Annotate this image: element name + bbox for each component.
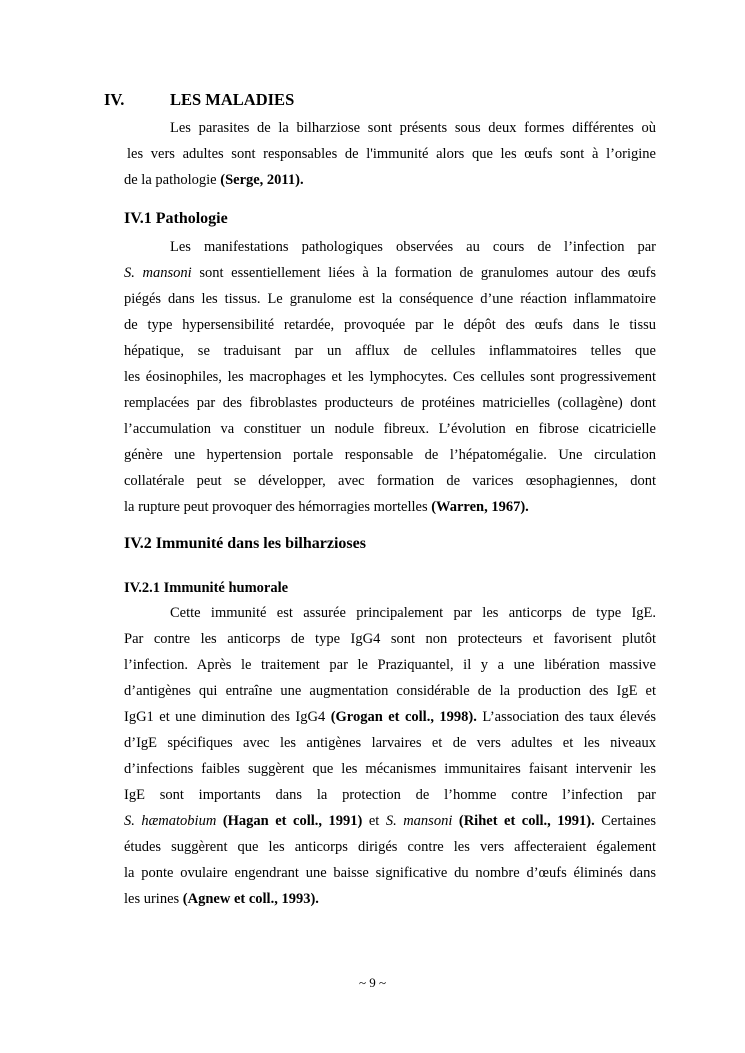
text-line: [124, 886, 656, 912]
pathologie-paragraph: [124, 234, 656, 520]
citation: (Grogan et coll., 1998).: [330, 709, 477, 725]
text-line: études suggèrent que les anticorps dirigés contre les vers affecteraient également: [124, 839, 656, 855]
subsubsection-heading-humorale: IV.2.1 Immunité humorale: [124, 580, 289, 596]
text-line: [124, 808, 656, 834]
text-line: l’accumulation va constituer un nodule fibreux. L’évolution en fibrose cicatricielle: [124, 421, 656, 437]
text-line: Cette immunité est assurée principalement par les anticorps de type IgE.: [170, 605, 656, 621]
subsection-heading-pathologie: IV.1 Pathologie: [124, 210, 228, 227]
text-line: Les manifestations pathologiques observées au cours de l’infection par: [170, 239, 656, 255]
section-title: LES MALADIES: [170, 90, 295, 109]
text-line: Les parasites de la bilharziose sont présents sous deux formes différentes où: [170, 120, 656, 136]
text-line: génère une hypertension portale responsable de l’hépatomégalie. Une circulation: [124, 447, 656, 463]
text-line: remplacées par des fibroblastes producteurs de protéines matricielles (collagène) dont: [124, 395, 656, 411]
text-line: hépatique, se traduisant par un afflux de cellules inflammatoires telles que: [124, 343, 656, 359]
citation: (Agnew et coll., 1993).: [182, 891, 319, 907]
text-line: [124, 704, 656, 730]
citation: (Warren, 1967).: [431, 499, 529, 515]
subsection-heading-immunite: IV.2 Immunité dans les bilharzioses: [124, 535, 366, 552]
text-line: [124, 494, 656, 520]
species-name: S. mansoni: [124, 265, 192, 281]
text-line: l’infection. Après le traitement par le Praziquantel, il y a une libération massive: [124, 657, 656, 673]
text-span: les urines: [124, 891, 183, 907]
text-line: les éosinophiles, les macrophages et les lymphocytes. Ces cellules sont progressivement: [124, 369, 656, 385]
page-number: ~ 9 ~: [358, 975, 387, 990]
intro-paragraph: [124, 115, 656, 193]
species-name: S. hæmatobium: [124, 813, 217, 829]
text-span: Certaines: [594, 813, 657, 829]
text-line: d’IgE spécifiques avec les antigènes larvaires et de vers adultes et les niveaux: [124, 735, 656, 751]
text-line: [124, 260, 656, 286]
text-line: collatérale peut se développer, avec formation de varices œsophagiennes, dont: [124, 473, 656, 489]
text-span: de la pathologie: [124, 172, 221, 188]
text-span: IgG1 et une diminution des IgG4: [124, 709, 331, 725]
text-line: Par contre les anticorps de type IgG4 sont non protecteurs et favorisent plutôt: [124, 631, 656, 647]
text-line: piégés dans les tissus. Le granulome est la conséquence d’une réaction inflammatoire: [124, 291, 656, 307]
text-line: les vers adultes sont responsables de l'immunité alors que les œufs sont à l’origine: [127, 146, 656, 162]
text-line: la ponte ovulaire engendrant une baisse significative du nombre d’œufs éliminés dans: [124, 865, 656, 881]
section-number: IV.: [104, 90, 125, 109]
text-span: et: [362, 813, 386, 829]
text-line: d’antigènes qui entraîne une augmentation considérable de la production des IgE et: [124, 683, 656, 699]
text-line: d’infections faibles suggèrent que les mécanismes immunitaires faisant intervenir les: [124, 761, 656, 777]
text-span: sont essentiellement liées à la formation de granulomes autour des œufs: [191, 265, 657, 281]
text-span: la rupture peut provoquer des hémorragies mortelles: [124, 499, 432, 515]
text-line: [124, 167, 656, 193]
citation: (Serge, 2011).: [220, 172, 304, 188]
citation: (Rihet et coll., 1991).: [452, 813, 595, 829]
citation: (Hagan et coll., 1991): [216, 813, 363, 829]
text-span: L’association des taux élevés: [476, 709, 656, 725]
text-line: de type hypersensibilité retardée, provoquée par le dépôt des œufs dans le tissu: [124, 317, 656, 333]
species-name: S. mansoni: [385, 813, 453, 829]
text-line: IgE sont importants dans la protection de l’homme contre l’infection par: [124, 787, 656, 803]
immunite-paragraph: [124, 600, 656, 912]
